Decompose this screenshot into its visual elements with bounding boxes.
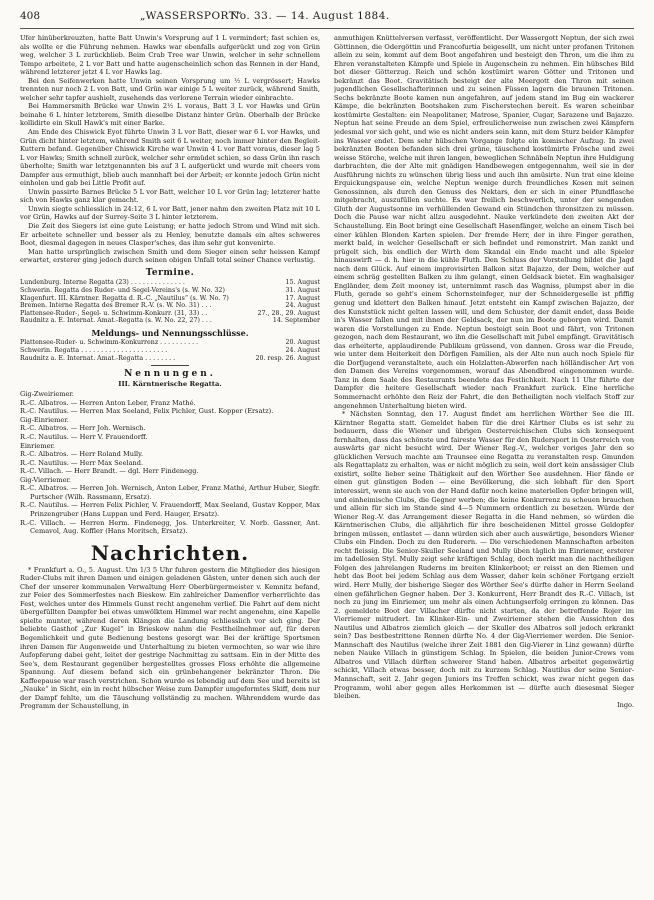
list-item: Schwerin. Regatta . . . . . . . . . . . . . . . . . . . . . . 24. August — [20, 347, 320, 355]
nachrichten-heading: Nachrichten. — [90, 540, 250, 565]
entry: R.-C. Albatros. — Herr Joh. Wernisch. — [20, 424, 146, 433]
paragraph: Man hatte ursprünglich zwischen Smith und dem Sieger einen sehr heissen Kampf erwartet, ersterer ging jedoch durch seinen obigen Unfall total seiner Chance verlustig. — [20, 247, 320, 265]
signature: Ingo. — [616, 700, 634, 709]
entry: R.-C. Nautilus. — Herr V. Frauendorff. — [20, 433, 148, 442]
list-item: Raudnitz a. E. Internat. Amat.-Regatta (s. W. No. 22, 27) . . . 14. September — [20, 317, 320, 325]
nennungen-subheading: III. Kärntnerische Regatta. — [118, 379, 222, 388]
paragraph: * Frankfurt a. O., 5. August. Um 1/3 5 Uhr fuhren gestern die Mitglieder des hiesigen Ruder-Clubs mit ihren Damen und einigen geladenen Gästen, unter denen sich auch der Chef der unserer kommunalen Verwaltung Herr Oberbürgermeister v. Kemnitz befand, zur Feier des Sommerfestes nach Bieskow. Ein zahlreicher Damenflor verherrlichte das Fest, welches unter des Himmels Gunst recht angenehm verlief. Die Fahrt auf dem nicht übergefüllten Dampfer bei etwas umwölktem Himmel war recht angenehm, eine Kapelle spielte munter, während deren Klängen die Landung schliesslich vor sich ging. Der beliebte Gasthof „Zur Kugel“ in Brieskow nahm die Festtheilnehmer auf, für deren Begemlichkeit und gute Bedienung bestens gesorgt war. Bei der kräftige Sportsmen ihren Damen für Augenweide und Unterhaltung zu bieten vermochten, so war wie ihre Aufopferung dabei geht, leitet der gestrige Nachmittag zu sattsam. Ein in der Mitte des See's, dem Restaurant gegenüber hergestelltes grosses Floss erhöhte die allgemeine Spannung. Auf diesem befand sich ein grünbehangener bekränzter Thron. Die Kaffeepause war rasch verstrichen. Schon wurde es lebendig auf dem See und bereits ist „Nauke“ in Sicht, ein in recht hübscher Weise zum Dampfer umgeformtes Skiff, dem nur der Dampf fehlte, um die Täuschung vollständig zu machen. Währenddem wurde das Programm der Schaustellung, in — [20, 565, 320, 711]
category-label: Gig-Zweiriemer. — [20, 390, 74, 399]
header-rule — [20, 28, 634, 29]
list-item: Plattensee-Ruder-, Segel- u. Schwimm-Konkurr. (31, 33) . . 27., 28., 29. August — [20, 309, 320, 317]
right-column — [334, 34, 634, 894]
meldungs-heading: Meldungs- und Nennungsschlüsse. — [91, 327, 249, 338]
journal-title: „WASSERSPORT“ — [140, 10, 243, 22]
termine-heading: Termine. — [145, 267, 195, 278]
category-label: Gig-Vierriemer. — [20, 475, 71, 484]
page-header — [20, 10, 634, 28]
list-item: Bremen. Interne Regatta des Bremer R.-V. (s. W. No. 31) . . . 24. August — [20, 302, 320, 310]
nennungen-heading: Nennungen. — [124, 369, 216, 380]
list-item: Lundenburg. Interne Regatta (23) . . . . . . . . . . . . . . 15. August — [20, 279, 320, 287]
paragraph: Bei Hammersmith Brücke war Unwin 2½ L voraus, Batt 3 L vor Hawks und Grün beinahe 6 L hinter letzterem, Smith dieselbe Distanz hinter Grün. Oberhalb der Brücke kollidirte ein Skull Hawk's mit einer Barke. — [20, 102, 320, 128]
nennungen-list — [20, 390, 320, 535]
termine-list — [20, 279, 320, 325]
entry: R.-C. Villach. — Herren Herm. Findenegg, Jos. Unterkreiter, V. Norb. Gassner, Ant. Cemavol, Aug. Koffler (Hans Moritsch, Ersatz). — [20, 518, 320, 536]
entry: R.-C. Villach. — Herr Brandt. — dgl. Herr Findenegg. — [20, 467, 199, 476]
list-item: Schwerin. Regatta des Ruder- und Segel-Vereins's (s. W. No. 32) 31. August — [20, 286, 320, 294]
paragraph: Unwin siegte schliesslich in 24:12, 6 L vor Batt, jener nahm den zweiten Platz mit 10 L vor Grün, Hawks auf der Surrey-Seite 3 L hinter letzterem. — [20, 204, 320, 222]
entry: R.-C. Nautilus. — Herren Felix Pichler, V. Frauendorff, Max Seeland, Gustav Kopper, Max Prinzengruber (Hans Luppan und Ferd. Hauger, Ersatz). — [20, 501, 320, 518]
entry: R.-C. Albatros. — Herren Anton Leber, Franz Mathé. — [20, 398, 196, 407]
paragraph: Unwin passirte Barnes Brücke 5 L vor Batt, welcher 10 L vor Grün lag; letzterer hatte sich von Hawks ganz klar gemacht. — [20, 187, 320, 205]
paragraph: Bei den Seifenwerken hatte Unwin seinen Vorsprung um ½ L vergrössert; Hawks trennten nur noch 2 L von Batt, und Grün war einige 5 L weiter zurück, während Smith, welcher sehr tapfer aushielt, zusehends das verlorene Terrain wieder einbrachte. — [20, 76, 320, 102]
paragraph: Am Ende des Chiswick Eyot führte Unwin 3 L vor Batt, dieser war 6 L vor Hawks, und Grün dicht hinter letztem, während Smith seit 6 L weiter, noch immer hinter den Begleit-Kuttern befand. Gegenüber Chiswick Kirche war Unwin 4 L vor Batt voraus, dieser lag 5 L vor Hawks; Smith schnell zurück, welcher sehr ermüdet schien, so dass Grün ihn rasch überholte; Smith war letztgenannten bis auf 3 L aufgerückt und wurde mit cheers vom Dampfer aus ermuthigt, blieb auch mannhaft bei der Arbeit; er konnte jedoch Grün nicht einholen und gab bei Little Profit auf. — [20, 128, 320, 188]
page-number: 408 — [20, 10, 41, 22]
list-item: Raudnitz a. E. Internat. Amat.-Regatta . . . . . . . . 20. resp. 26. August — [20, 354, 320, 362]
issue-info: No. 33. — 14. August 1884. — [230, 10, 390, 22]
list-item: Klagenfurt. III. Kärntner. Regatta d. R.-C. „Nautilus“ (s. W. No. 7) 17. August — [20, 294, 320, 302]
entry: R.-C. Nautilus. — Herr Max Seeland. — [20, 458, 144, 467]
divider — [151, 365, 189, 366]
meldungs-list — [20, 339, 320, 362]
paragraph: * Nächsten Sonntag, den 17. August findet am herrlichen Wörther See die III. Kärntner Regatta statt. Gemeldet haben für die drei Kärtner Clubs es ist sehr zu bedauern, dass die Wiener und übrigen Oesterreichischen Clubs sich konsequent fernhalten, dass das schönste und faireste Wasser für den Rudersport in Oesterreich von auswärts gar nicht besucht wird. Der Wiener Reg.-V., welcher voriges Jahr den so glücklichen Versuch machte am Traunsee eine Regatta zu veranstalten resp. Gmunden als Regattaplatz zu erhalten, was er nicht möglich zu sein, weil dort kein ansässiger Club existirt, sollte lieber seine Thätigkeit auf den Wörther See ausdehnen. Hier fände er einen gut günstigen Boden — eine Bevölkerung, die sich lebhaft für den Sport interessirt, wenn sie auch von der Hand dafür noch keine materiellen Opfer bringen will, und einheimische Clubs, die Gegner werben; die keine Konkurrenz zu scheuen brauchen und allein für sich im Stande sind 4—5 Nummern ordentlich zu besetzen. Würde der Wiener Reg.-V. das Arrangement dieser Regatta in die Hand nehmen, so würden die Kärntnerischen Clubs, die alljährlich für ihre bescheidenen Mittel grosse Geldopfer bringen müssen, entlastet — dann würden sich aber auch auswärtige, besonders Wiener Clubs ein Finden. Doch zu den Ruderern. — Die verschiedenen Mannschaften arbeiten recht fleissig. Die Senior-Skuller Seeland und Mully üben täglich im Einriemer, ersterer im tadellosen Styl. Mully zeigt sehr kräftigen Schlag, doch merkt man die nachtheiligen Folgen des jahrelangen Ruderns im breiten Klinkerboot; er reisst an den Riemen und hebt das Boot bei jedem Schlag aus dem Wasser, daher kein schöner Fortgang erzielt wird. Herr Mully, der bisherige Sieger des Wörther See's dürfte daher in Herrn Seeland einen gefährlichen Gegner haben. Der 3. Konkurrent, Herr Brandt des R.-C. Villach, ist noch zu jung im Einriemer, um mehr als einen Achtungserfolg erringen zu können. Das 2. gemeldete Boot der Villacher dürfte nicht starten, da der betreffende Rojer im Vierriemer mitrudert. Im Klinker-Ein- und Zweiriemer stehen die Aussichten des Nautilus und Albatros ziemlich gleich — der Skuller des Albatros soll jedoch erkrankt sein? Das bestbestrittene Rennen dürfte No. 4 der Gig-Vierriemer werden. Die Senior-Mannschaft des Nautilus (welche ihrer Zeit 1881 den Gig-Vierer in Linz gewann) dürfte neben Nauke Villach in günstigem Schlag. In Spielen, die beiden Junior-Crews vom Albatros und Villach dürften schwerer Stand haben. Albatros arbeitet gegenwärtig schickt, Villach etwas besser, doch mit zu kurzem Schlag. Nautilus der seine Senior-Mannschaft, seit 2. Jahr gegen Juniors ins Treffen schickt, was zwar nicht gegen das Programm, wohl aber gegen alles Herkommen ist — dürfte auch diesesmal Sieger bleiben. — [334, 410, 634, 701]
paragraph: Die Zeit des Siegers ist eine gute Leistung; er hatte jedoch Strom und Wind mit sich. Er arbeitete schneller und besser als zu Henley, benutzte damals ein altes schweres Boot, diesmal dagegen in neues Clasper'sches, das ihm sehr gut konvenirte. — [20, 222, 320, 248]
list-item: Plattensee-Ruder- u. Schwimm-Konkurrenz . . . . . . . . . . 20. August — [20, 339, 320, 347]
paragraph: anmuthigen Knüttelversen verfasst, veröffentlicht. Der Wassergott Neptun, der sich zwei Göttinnen, die Odergöttin und Francofurtia beigesellt, um nicht unter profanen Tritonen allein zu sein, kommt auf dem Boot angefahren und besteigt den Thron, um die ihm zu Ehren veranstalteten Kämpfe und Spiele in Augenschein zu nehmen. Ein hübsches Bild bot dieser Götterzug. Reich und schön kostümirt waren Götter und Tritonen und bekränzt das Boot. Gravitätisch besteigt der alte Meergott den Thron mit seinen jugendlichen Gesellschafterinnen und zu seinen Füssen lagern die braunen Tritonen. Sechs bekränzte Boote kamen nun angefahren, auf jedem stand im Bug ein wackerer Kämpe, die bekränzten Bootshaken zum Fischerstechen bereit. Es waren scheinbar kostümirte Gestalten: ein Neapolitaner, Matrose, Spanier, Cugar, Sarazene und Bajazzo. Neptun hat seine Freude an dem Spiel, erfreulicherweise nun zwischen zwei Kämpfern jedesmal vor sich geht, und wie es nicht anders sein kann, mit dem Sturz beider Kämpfer ins Wasser endet. Dem sehr hübschen Vorgange folgte ein komischer Aufzug. In zwei bekränzten Booten befanden sich drei grüne, täuschend kostümirte Frösche und zwei weisse Störche, welche mit ihren langen, beweglichen Schnäbeln Neptun ihre Huldigung darbrachten, die der Alte mit gnädigen Handbewegen entgegennahm, weil sie in der Ausführung nichts zu wünschen übrig liess und auch ihn amüsirte. Nun trat eine kleine Erquickungspause ein, welche Neptun wenige durch freundliches Kosen mit seinen Genossinnen, als durch den Genuss des Nektars, den er sich in einer Pfundflasche mitgebracht, auszufüllen suchte. Es war freilich beschwerlich, unter der sengenden Gluth der Augustsonne im verhüllenden Gewand ein Stündchen thronsitzen zu müssen. Doch die Pause war nicht allzu ausgedehnt. Nauke verkündete den zweiten Akt der Schaustellung. Ein Boot bringt eine Gesellschaft Hasenfänger, welche an einem Tisch bei einer kühlen Blonden Karten spielen. Der fremde Herr, der in ihre Finger gerathen, merkt bald, in welcher Gesellschaft er sich befindet und remonstrirt. Man zankt und prügelt sich, bis endlich der Wirth dem Skandal ein Ende macht und alle Spieler hinauswirft — d. h. hier in die kühle Fluth. Den Schluss der Vorstellung bildet die Jagd nach dem Glück. Auf einem improvisirten Balkon sitzt Bajazzo, der Dem, welcher auf einem schräg gestellten Balken zu ihm gelangt, einen Geldsack bietet. Ein waghalsiger Engländer, dem Zeit mooney ist, unternimmt rasch das Wagniss, plumpst aber in die Fluth, gerade so geht's einem Schornsteinfeger, nur der Schneidergeselle ist pfiffig genug und klettert den Balken hinauf. Jetzt entsteht ein Kampf zwischen Bajazzo, der des Kunststück nicht gelten lassen will, und dem Schuster, der damit endet, dass Beide in's Wasser fallen und mit ihnen der Geldsack, der nun im Boote geborgen wird. Damit waren die Vorstellungen zu Ende. Neptun besteigt sein Boot und fährt, von Tritonen gezogen, nach dem Restaurant, wo ihn die Gesellschaft mit Jubel empfängt. Gravitätisch das erheiterte, applaudirende Publikum grüssend, von dannen. Gross war die Freude, wie unter dem Heiterkeit den Dörfigen Familien, als der Alte nun auch noch Spiele für die Dorfjugend veranstaltete, auch ein Holzlatten-Abwerfen nach hölländischer Art von den Damen des Vereins vorgenommen, worauf das Abendbrod eingenommen wurde. Tanz in dem Saale des Restaurants beendete das Festlichkeit. Nach 11 Uhr führte der Dampfer die heitere Gesellschaft wieder nach Frankfurt zurück. Eine herrliche Sommernacht erhöhte den Reiz der Fahrt, die den Betheiligten noch vielfach Stoff zur angenehmen Unterhaltung bieten wird. — [334, 34, 634, 410]
entry: R.-C. Albatros. — Herr Roland Mully. — [20, 450, 144, 459]
paragraph: Ufer hinüberkreuzten, hatte Batt Unwin's Vorsprung auf 1 L vermindert; fast schien es, als wollte er die Führung nehmen. Hawks war ebenfalls aufgerückt und zog von Grün weg, welcher 3 L zurückblieb. Beim Crab Tree war Unwin, welcher in sehr schnellem Tempo arbeitete, 2 L vor Batt und hatte augenscheinlich schon das Rennen in der Hand, während letzterer jetzt 4 L vor Hawks lag. — [20, 34, 320, 77]
category-label: Gig-Einriemer. — [20, 415, 69, 424]
category-label: Einriemer. — [20, 441, 56, 450]
entry: R.-C. Albatros. — Herren Joh. Wernisch, Anton Leber, Franz Mathé, Arthur Huber, Siegfr. Purtscher (Wilh. Rassmann, Ersatz). — [20, 484, 320, 501]
entry: R.-C. Nautilus. — Herren Max Seeland, Felix Pichler, Gust. Kopper (Ersatz). — [20, 407, 274, 416]
left-column — [20, 34, 320, 894]
intro-text — [20, 34, 320, 265]
